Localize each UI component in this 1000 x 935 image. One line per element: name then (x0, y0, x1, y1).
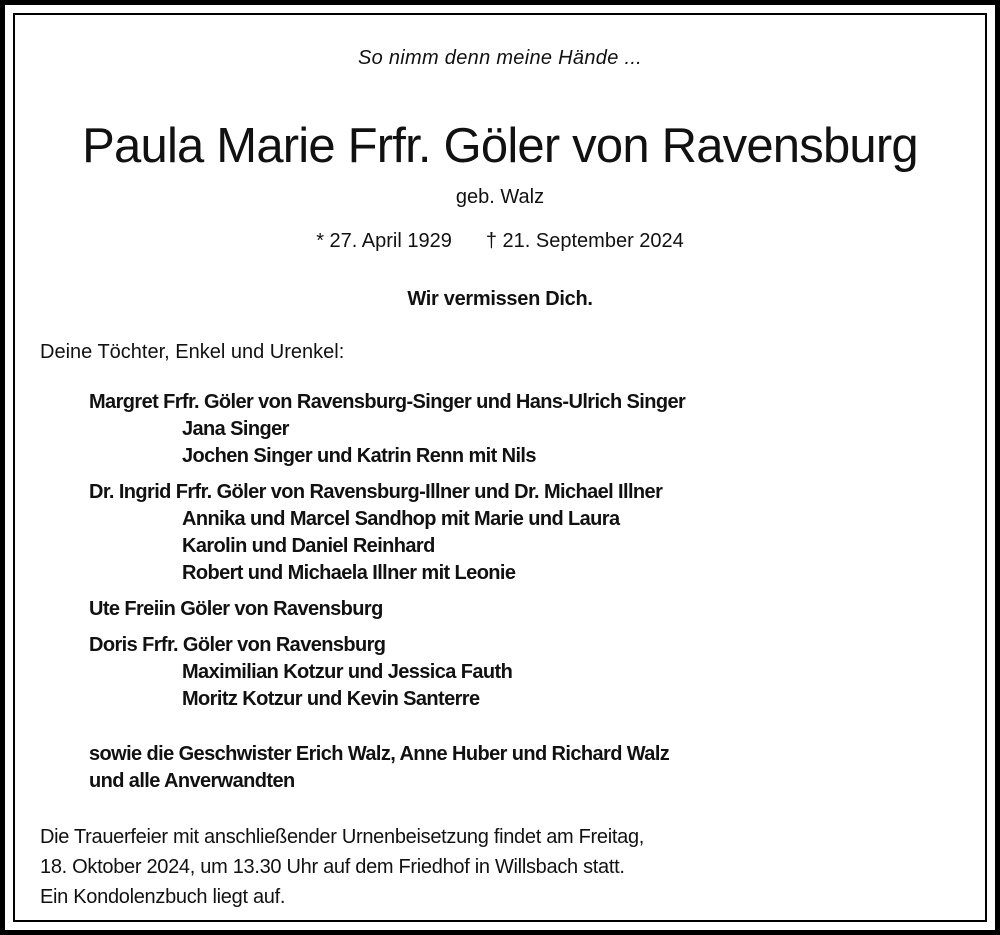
family-member: Margret Frfr. Göler von Ravensburg-Singer und Hans-Ulrich Singer (89, 391, 686, 413)
family-intro: Deine Töchter, Enkel und Urenkel: (40, 341, 345, 363)
death-date: † 21. September 2024 (485, 230, 684, 252)
grandchild: Jochen Singer und Katrin Renn mit Nils (182, 445, 536, 467)
message: Wir vermissen Dich. (407, 288, 593, 310)
grandchild: Robert und Michaela Illner mit Leonie (182, 562, 516, 584)
family-member: Doris Frfr. Göler von Ravensburg (89, 634, 386, 656)
grandchild: Annika und Marcel Sandhop mit Marie und Laura (182, 508, 620, 530)
birth-name: geb. Walz (455, 186, 545, 208)
grandchild: Jana Singer (182, 418, 289, 440)
birth-date: * 27. April 1929 (316, 230, 452, 252)
service-line: 18. Oktober 2024, um 13.30 Uhr auf dem Friedhof in Willsbach statt. (40, 856, 625, 878)
grandchild: Moritz Kotzur und Kevin Santerre (182, 688, 480, 710)
grandchild: Maximilian Kotzur und Jessica Fauth (182, 661, 513, 683)
service-line: Ein Kondolenzbuch liegt auf. (40, 886, 286, 908)
grandchild: Karolin und Daniel Reinhard (182, 535, 435, 557)
relatives: und alle Anverwandten (89, 770, 295, 792)
motto: So nimm denn meine Hände ... (357, 47, 643, 69)
life-dates (0, 230, 1000, 253)
deceased-name: Paula Marie Frfr. Göler von Ravensburg (82, 119, 918, 173)
service-line: Die Trauerfeier mit anschließender Urnenbeisetzung findet am Freitag, (40, 826, 645, 848)
family-member: Ute Freiin Göler von Ravensburg (89, 598, 383, 620)
family-member: Dr. Ingrid Frfr. Göler von Ravensburg-Illner und Dr. Michael Illner (89, 481, 663, 503)
siblings: sowie die Geschwister Erich Walz, Anne Huber und Richard Walz (89, 743, 670, 765)
